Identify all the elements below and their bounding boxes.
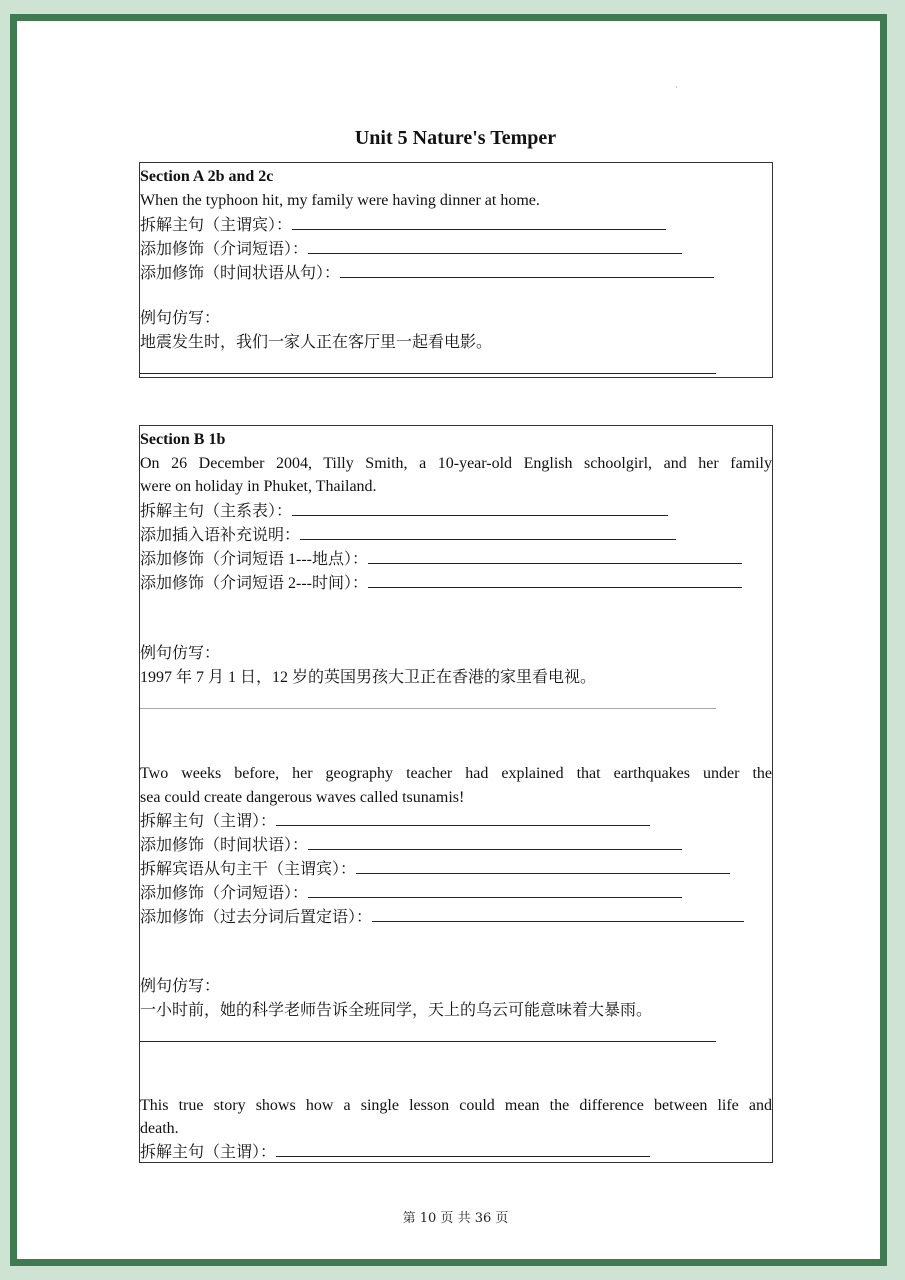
prompt-row	[140, 835, 682, 856]
sentence-1-line-2: were on holiday in Phuket, Thailand.	[140, 478, 377, 495]
answer-blank[interactable]	[368, 573, 742, 588]
prompt-label: 添加修饰（介词短语）：	[140, 241, 309, 258]
section-b-heading: Section B 1b	[140, 431, 226, 448]
prompt-row	[140, 1142, 650, 1163]
sentence-2-line-1: Two weeks before, her geography teacher had explained that earthquakes under the	[140, 765, 772, 782]
prompt-label: 添加修饰（过去分词后置定语）：	[140, 909, 373, 926]
answer-line[interactable]	[140, 708, 716, 709]
prompt-label: 添加修饰（介词短语）：	[140, 885, 309, 902]
prompt-row	[140, 859, 730, 880]
answer-blank[interactable]	[368, 549, 742, 564]
prompt-row	[140, 263, 714, 284]
mark-dot: ·	[675, 83, 678, 92]
prompt-label: 拆解主句（主谓）：	[140, 1144, 277, 1161]
page-footer: 第 10 页 共 36 页	[402, 1211, 509, 1226]
sentence-3-line-1: This true story shows how a single lesson could mean the difference between life and	[140, 1097, 772, 1114]
prompt-row	[140, 239, 682, 260]
prompt-label: 添加修饰（时间状语从句）：	[140, 265, 341, 282]
example-label: 例句仿写：	[140, 645, 221, 662]
prompt-row	[140, 549, 742, 570]
prompt-label: 添加修饰（介词短语 1---地点）：	[140, 551, 368, 568]
answer-blank[interactable]	[308, 239, 682, 254]
answer-line[interactable]	[140, 373, 716, 374]
answer-blank[interactable]	[300, 525, 676, 540]
sentence-1-line-1: On 26 December 2004, Tilly Smith, a 10-year-old English schoolgirl, and her family	[140, 455, 772, 472]
answer-blank[interactable]	[372, 907, 744, 922]
prompt-row	[140, 883, 682, 904]
section-a-box	[139, 162, 773, 378]
answer-blank[interactable]	[356, 859, 730, 874]
prompt-label: 拆解主句（主谓）：	[140, 813, 277, 830]
prompt-label: 拆解主句（主系表）：	[140, 503, 293, 520]
prompt-row	[140, 907, 744, 928]
prompt-label: 添加插入语补充说明：	[140, 527, 301, 544]
section-a-sentence: When the typhoon hit, my family were having dinner at home.	[140, 192, 540, 209]
prompt-row	[140, 811, 650, 832]
example-label: 例句仿写：	[140, 310, 221, 327]
answer-blank[interactable]	[308, 883, 682, 898]
prompt-row	[140, 501, 668, 522]
page	[10, 14, 887, 1266]
prompt-row	[140, 525, 676, 546]
prompt-label: 拆解主句（主谓宾）：	[140, 217, 293, 234]
example-chinese: 一小时前，她的科学老师告诉全班同学，天上的乌云可能意味着大暴雨。	[140, 1002, 653, 1019]
prompt-label: 拆解宾语从句主干（主谓宾）：	[140, 861, 357, 878]
answer-line[interactable]	[140, 1041, 716, 1042]
page-title: Unit 5 Nature's Temper	[354, 127, 557, 149]
prompt-label: 添加修饰（时间状语）：	[140, 837, 309, 854]
answer-blank[interactable]	[340, 263, 714, 278]
prompt-row	[140, 573, 742, 594]
sentence-2-line-2: sea could create dangerous waves called tsunamis!	[140, 789, 465, 806]
answer-blank[interactable]	[292, 501, 668, 516]
section-a-heading: Section A 2b and 2c	[140, 168, 274, 185]
example-chinese: 1997 年 7 月 1 日，12 岁的英国男孩大卫正在香港的家里看电视。	[140, 669, 597, 686]
answer-blank[interactable]	[276, 1142, 650, 1157]
answer-blank[interactable]	[308, 835, 682, 850]
answer-blank[interactable]	[292, 215, 666, 230]
example-chinese: 地震发生时，我们一家人正在客厅里一起看电影。	[140, 334, 493, 351]
prompt-row	[140, 215, 666, 236]
example-label: 例句仿写：	[140, 978, 221, 995]
sentence-3-line-2: death.	[140, 1120, 179, 1137]
answer-blank[interactable]	[276, 811, 650, 826]
prompt-label: 添加修饰（介词短语 2---时间）：	[140, 575, 368, 592]
section-b-box	[139, 425, 773, 1163]
